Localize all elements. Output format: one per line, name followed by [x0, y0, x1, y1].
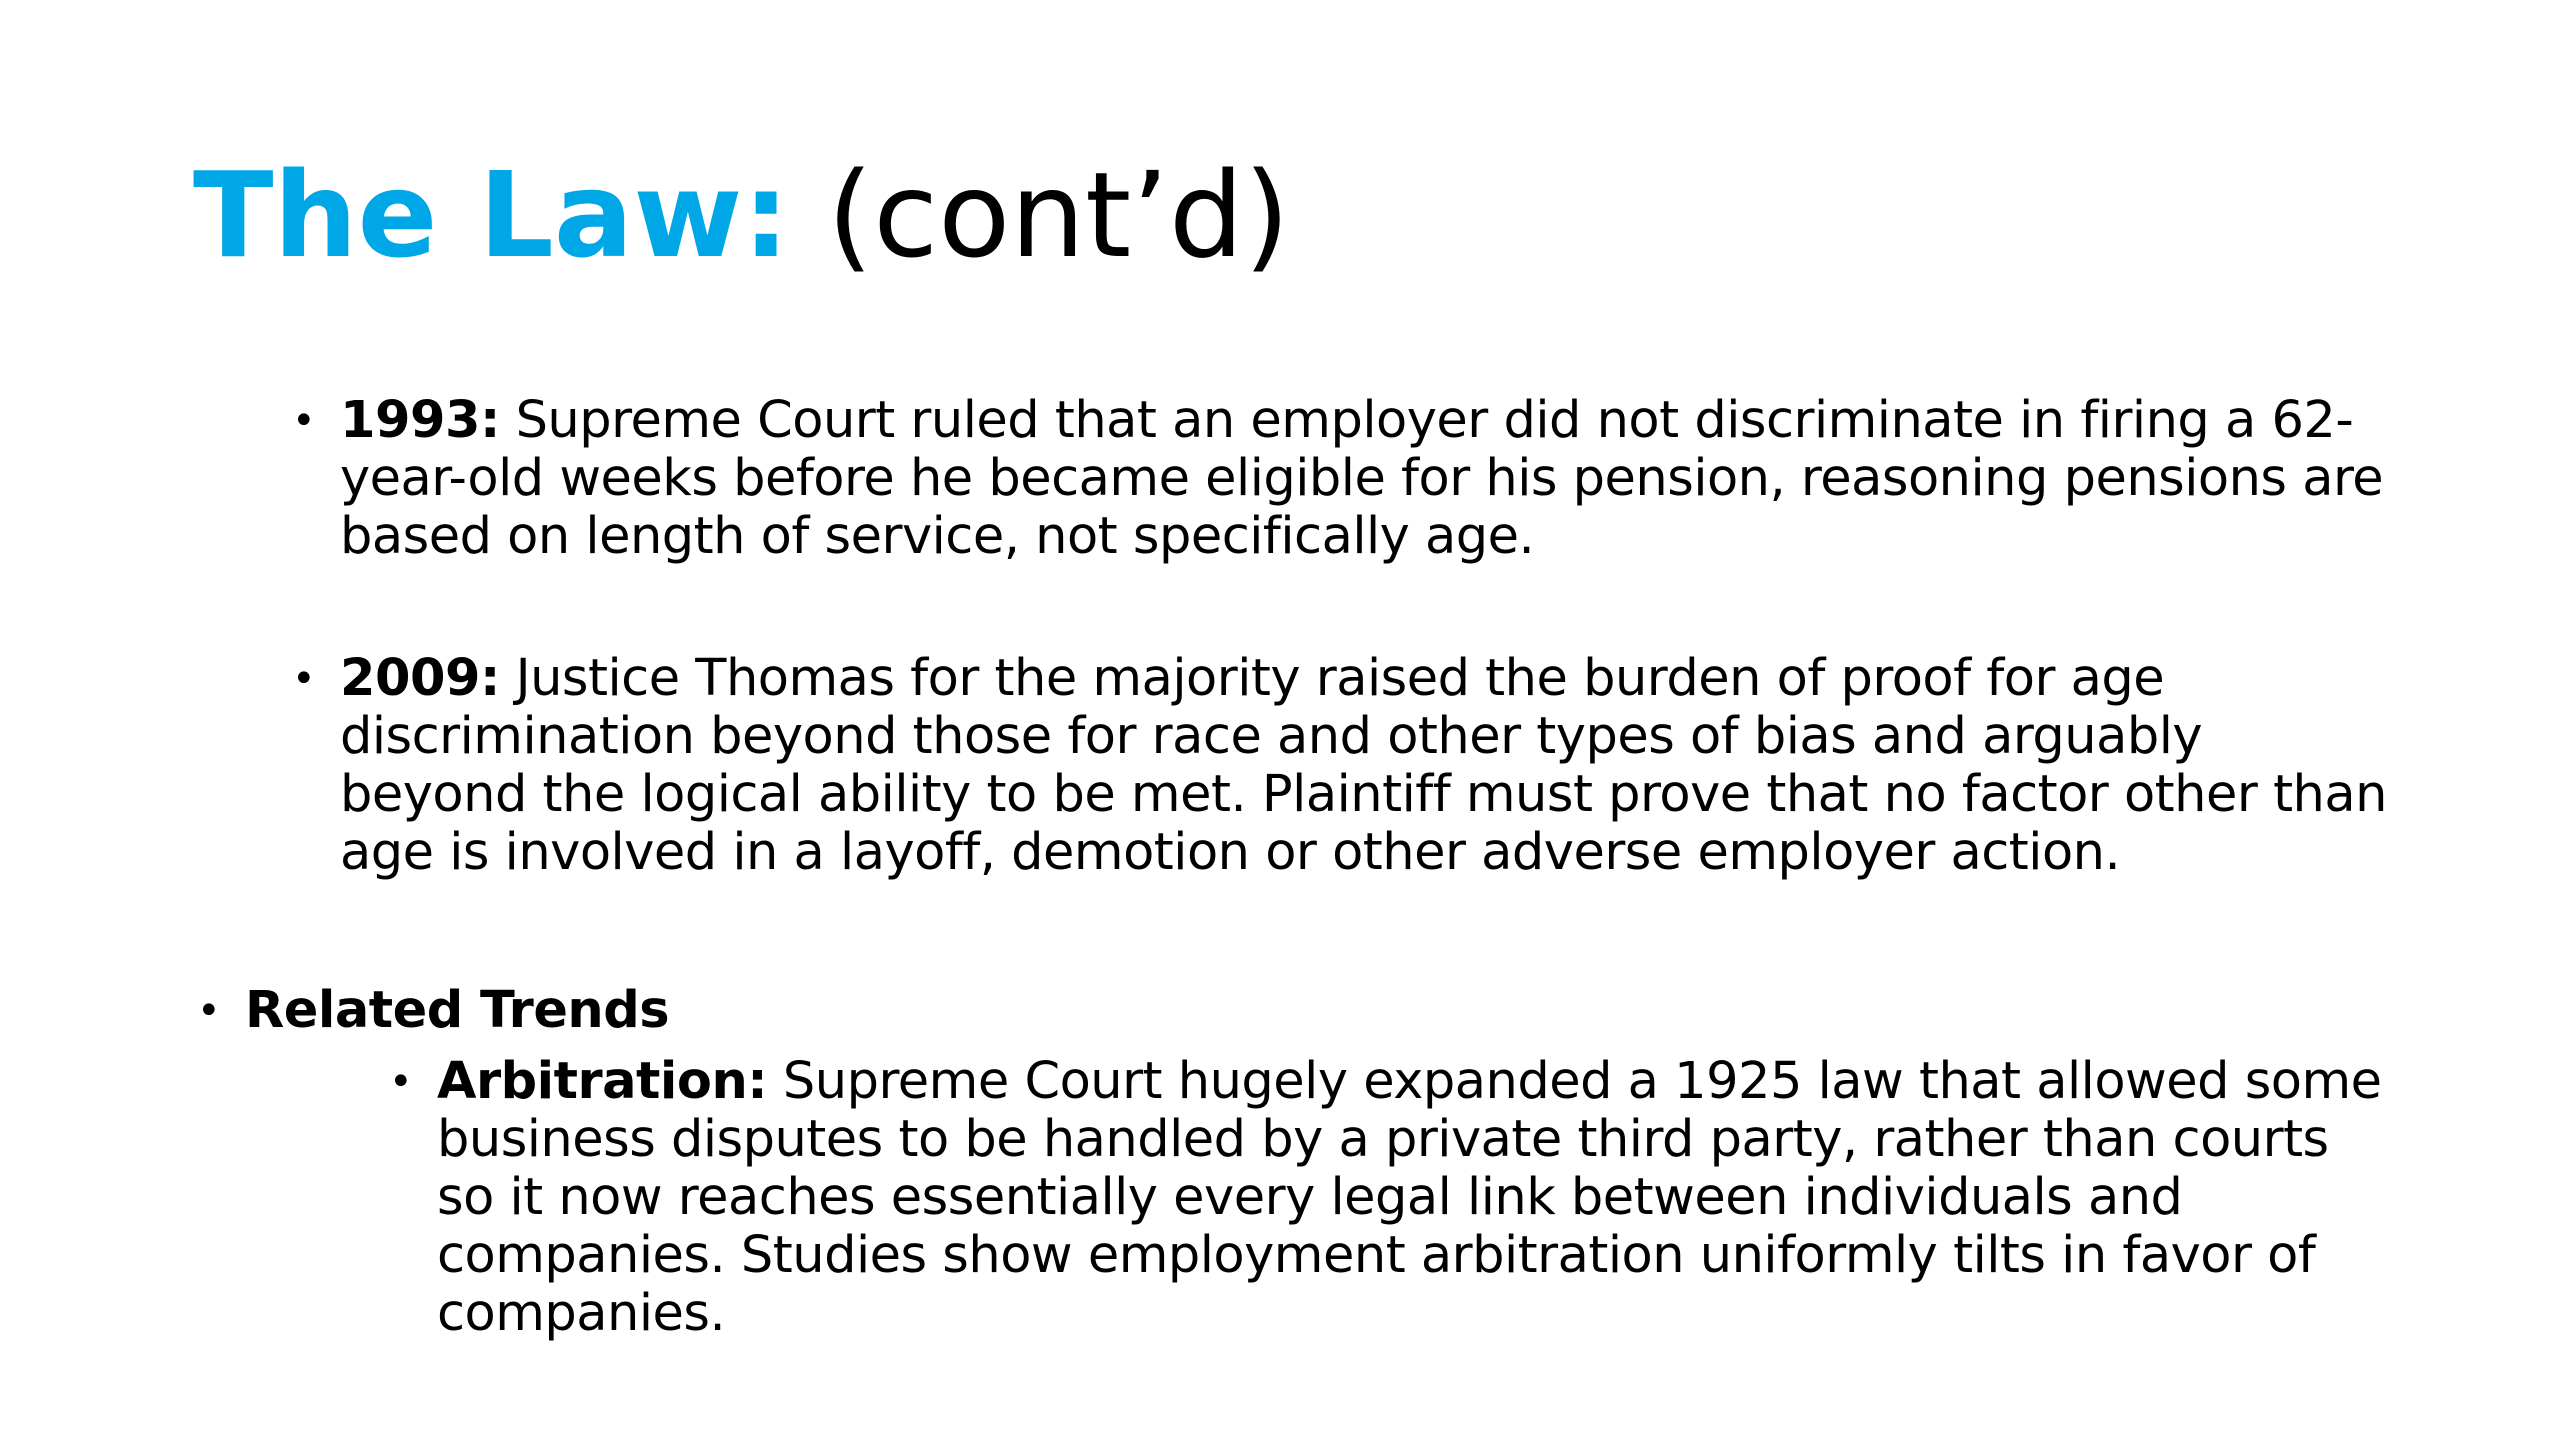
bullet-lead: 1993: [340, 391, 500, 450]
related-trends-label: Related Trends [245, 981, 670, 1040]
bullet-dot-icon: • [292, 398, 316, 444]
bullet-2009 [292, 649, 2400, 882]
bullet-text: Justice Thomas for the majority raised the burden of proof for age discrimination beyond those for race and other types of bias and arguably beyond the logical ability to be met. Plaintiff must prove that no factor other than age is involved in a layoff, demotion or other adverse employer action. [340, 649, 2387, 882]
bullet-text: Supreme Court hugely expanded a 1925 law that allowed some business disputes to be handled by a private third party, rather than courts so it now reaches essentially every legal link between individuals and companies. Studies show employment arbitration uniformly tilts in favor of companies. [437, 1052, 2382, 1343]
slide-title [193, 140, 1290, 290]
title-accent: The Law: [193, 146, 790, 284]
bullet-dot-icon: • [292, 656, 316, 702]
bullet-lead: 2009: [340, 649, 500, 708]
bullet-dot-icon: • [389, 1059, 413, 1105]
bullet-1993 [292, 391, 2400, 566]
title-rest: (cont’d) [827, 146, 1290, 284]
bullet-dot-icon: • [197, 988, 221, 1034]
bullet-lead: Arbitration: [437, 1052, 768, 1111]
bullet-arbitration [389, 1052, 2397, 1343]
bullet-text: Supreme Court ruled that an employer did not discriminate in firing a 62-year-old weeks before he became eligible for his pension, reasoning pensions are based on length of service, not specifically age. [340, 391, 2384, 566]
related-trends-heading [197, 981, 2395, 1040]
